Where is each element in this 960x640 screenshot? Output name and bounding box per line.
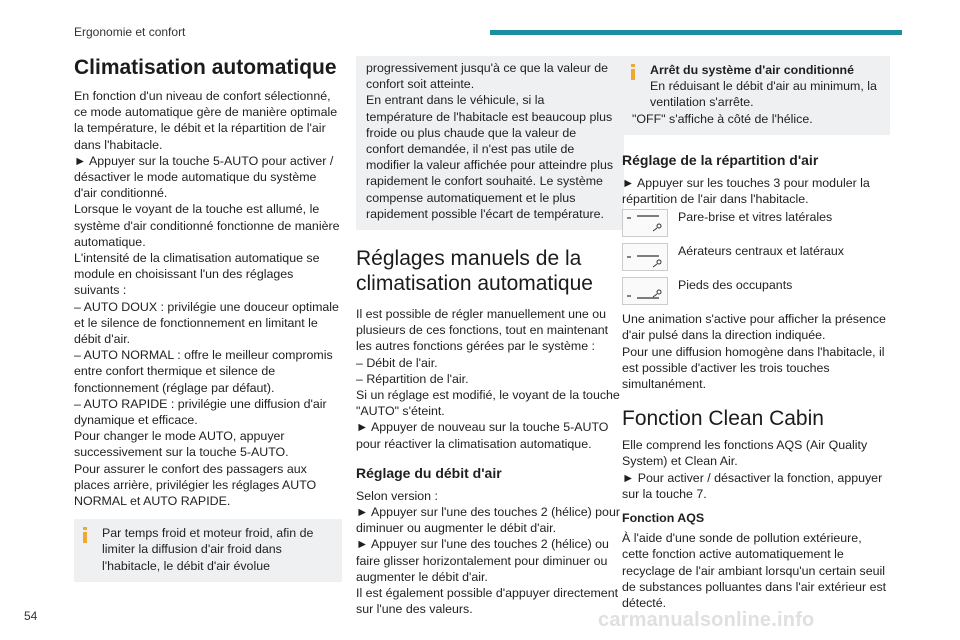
instruction: ► Appuyer sur les touches 3 pour moduler la répartition de l'air dans l'habitacle. xyxy=(622,175,870,207)
distribution-row-feet xyxy=(622,277,890,305)
instruction: ► Appuyer sur la touche 5-AUTO pour activer / désactiver le mode automatique du système d'air conditionné. xyxy=(74,153,334,201)
header-section-title: Ergonomie et confort xyxy=(74,25,186,39)
distribution-row-vents xyxy=(622,243,890,271)
distribution-label: Aérateurs centraux et latéraux xyxy=(678,244,844,259)
instruction: ► Appuyer de nouveau sur la touche 5-AUTO pour réactiver la climatisation automatique. xyxy=(356,420,609,451)
feet-distribution-icon xyxy=(622,277,668,305)
subsection-title-debit: Réglage du débit d'air xyxy=(356,464,502,481)
list-item: – Débit de l'air. xyxy=(356,355,438,370)
info-box-continued xyxy=(356,56,624,230)
paragraph: En fonction d'un niveau de confort sélectionné, ce mode automatique gère de manière optimale la température, le débit et la répartition de l'air dans l'habitacle. xyxy=(74,89,338,152)
info-text: En réduisant le débit d'air au minimum, la ventilation s'arrête. xyxy=(650,79,877,110)
paragraph: Elle comprend les fonctions AQS (Air Quality System) et Clean Air. xyxy=(622,438,868,469)
section-title-climatisation: Climatisation automatique xyxy=(74,56,337,79)
vents-distribution-icon xyxy=(622,243,668,271)
list-item: – AUTO NORMAL : offre le meilleur compromis entre confort thermique et silence de fonctionnement (réglage par défaut). xyxy=(74,348,333,395)
info-text: Par temps froid et moteur froid, afin de limiter la diffusion d'air froid dans l'habitacle, le débit d'air évolue xyxy=(102,526,314,573)
paragraph: Selon version : xyxy=(356,488,438,503)
info-box-arret xyxy=(622,56,890,135)
info-text: En entrant dans le véhicule, si la température de l'habitacle est beaucoup plus froide ou plus chaude que la valeur de confort demandée, il n'est pas utile de modifier la valeur affichée pour atteindre plus rapidement le confort souhaité. Le système compense automatiquement et le plus rapidement possible l'écart de température. xyxy=(366,93,614,221)
page-number: 54 xyxy=(24,609,38,623)
column-3 xyxy=(622,56,890,611)
instruction: ► Pour activer / désactiver la fonction, appuyer sur la touche 7. xyxy=(622,470,883,501)
subsection-title-aqs: Fonction AQS xyxy=(622,511,705,526)
list-item: – Répartition de l'air. xyxy=(356,371,469,386)
info-title: Arrêt du système d'air conditionné xyxy=(650,63,854,77)
info-text: progressivement jusqu'à ce que la valeur de confort soit atteinte. xyxy=(366,61,609,92)
subsection-title-repartition: Réglage de la répartition d'air xyxy=(622,151,819,168)
distribution-row-windscreen xyxy=(622,209,890,237)
paragraph: Pour une diffusion homogène dans l'habitacle, il est possible d'activer les trois touches simultanément. xyxy=(622,344,885,392)
windscreen-distribution-icon xyxy=(622,209,668,237)
column-1 xyxy=(74,56,342,582)
info-icon xyxy=(630,64,635,80)
info-text: "OFF" s'affiche à côté de l'hélice. xyxy=(632,111,813,126)
distribution-label: Pare-brise et vitres latérales xyxy=(678,210,833,225)
info-box xyxy=(74,519,342,582)
paragraph: Pour changer le mode AUTO, appuyer successivement sur la touche 5-AUTO. xyxy=(74,429,289,460)
paragraph: Pour assurer le confort des passagers aux places arrière, privilégier les réglages AUTO NORMAL et AUTO RAPIDE. xyxy=(74,461,317,509)
paragraph: Il est possible de régler manuellement une ou plusieurs de ces fonctions, tout en maintenant les autres fonctions gérées par le système : xyxy=(356,307,609,354)
list-item: – AUTO DOUX : privilégie une douceur optimale et le silence de fonctionnement en limitant le débit d'air. xyxy=(74,299,339,347)
paragraph: Si un réglage est modifié, le voyant de la touche "AUTO" s'éteint. xyxy=(356,388,620,419)
paragraph: L'intensité de la climatisation automatique se module en choisissant l'un des réglages suivants : xyxy=(74,251,320,298)
section-title-clean-cabin: Fonction Clean Cabin xyxy=(622,407,824,431)
header-accent-bar xyxy=(490,30,902,35)
paragraph: Une animation s'active pour afficher la présence d'air pulsé dans la direction indiquée. xyxy=(622,312,886,343)
section-title-reglages-manuels: Réglages manuels de la climatisation automatique xyxy=(356,247,593,296)
distribution-label: Pieds des occupants xyxy=(678,278,793,293)
instruction: ► Appuyer sur l'une des touches 2 (hélice) ou faire glisser horizontalement pour diminuer ou augmenter le débit d'air. xyxy=(356,537,609,584)
paragraph: À l'aide d'une sonde de pollution extérieure, cette fonction active automatiquement le recyclage de l'air ambiant lorsqu'un certain seuil de substances polluantes dans l'air extérieur est détecté. xyxy=(622,531,887,611)
watermark: carmanualsonline.info xyxy=(598,609,815,631)
info-icon xyxy=(82,527,87,543)
paragraph: Il est également possible d'appuyer directement sur l'une des valeurs. xyxy=(356,586,619,617)
instruction: ► Appuyer sur l'une des touches 2 (hélice) pour diminuer ou augmenter le débit d'air. xyxy=(356,505,620,536)
column-2 xyxy=(356,56,624,617)
list-item: – AUTO RAPIDE : privilégie une diffusion d'air dynamique et efficace. xyxy=(74,396,327,428)
paragraph: Lorsque le voyant de la touche est allumé, le système d'air conditionné fonctionne de manière automatique. xyxy=(74,202,340,249)
